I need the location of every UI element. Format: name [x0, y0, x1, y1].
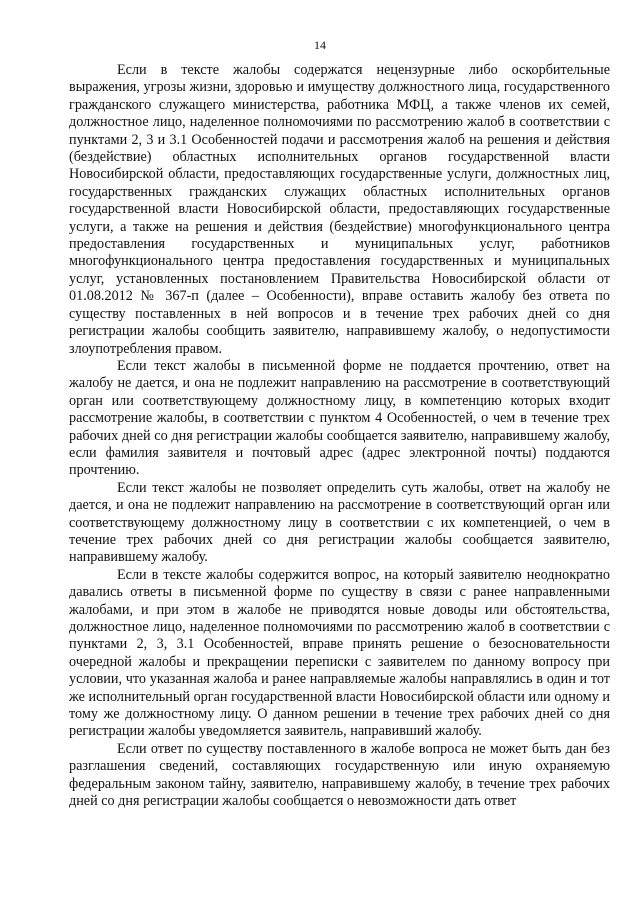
paragraph-state-secret: Если ответ по существу поставленного в жалобе вопроса не может быть дан без разглашения сведений, составляющих государственную или иную охраняемую федеральным законом тайну, заявителю, направившему жалобу, в течение трех рабочих дней со дня регистрации жалобы сообщается о невозможности дать ответ [69, 740, 610, 810]
page-number: 14 [314, 38, 326, 52]
paragraph-repeated-question: Если в тексте жалобы содержится вопрос, на который заявителю неоднократно давались ответы в письменной форме по существу в связи с ранее направленными жалобами, и при этом в жалобе не приводятся новые доводы или обстоятельства, должностное лицо, наделенное полномочиями по рассмотрению жалоб в соответствии с пунктами 2, 3, 3.1 Особенностей, вправе принять решение о безосновательности очередной жалобы и прекращении переписки с заявителем по данному вопросу при условии, что указанная жалоба и ранее направляемые жалобы направлялись в один и тот же исполнительный орган государственной власти Новосибирской области или одному и тому же должностному лицу. О данном решении в течение трех рабочих дней со дня регистрации жалобы уведомляется заявитель, направивший жалобу. [69, 566, 610, 740]
paragraph-undefined-essence: Если текст жалобы не позволяет определить суть жалобы, ответ на жалобу не дается, и она не подлежит направлению на рассмотрение в соответствующий орган или соответствующему должностному лицу в соответствии с их компетенцией, о чем в течение трех рабочих дней со дня регистрации жалобы сообщается заявителю, направившему жалобу. [69, 479, 610, 566]
paragraph-unreadable-text: Если текст жалобы в письменной форме не поддается прочтению, ответ на жалобу не дается, и она не подлежит направлению на рассмотрение в соответствующий орган или соответствующему должностному лицу, в компетенцию которых входит рассмотрение жалобы, в соответствии с пунктом 4 Особенностей, о чем в течение трех рабочих дней со дня регистрации жалобы сообщается заявителю, направившему жалобу, если фамилия заявителя и почтовый адрес (адрес электронной почты) поддаются прочтению. [69, 357, 610, 479]
paragraph-offensive-content: Если в тексте жалобы содержатся нецензурные либо оскорбительные выражения, угрозы жизни, здоровью и имуществу должностного лица, государственного гражданского служащего министерства, работника МФЦ, а также членов их семей, должностное лицо, наделенное полномочиями по рассмотрению жалоб в соответствии с пунктами 2, 3 и 3.1 Особенностей подачи и рассмотрения жалоб на решения и действия (бездействие) областных исполнительных органов государственной власти Новосибирской области, предоставляющих государственные услуги, должностных лиц, государственных гражданских служащих областных исполнительных органов государственной власти Новосибирской области, предоставляющих государственные услуги, а также на решения и действия (бездействие) многофункционального центра предоставления государственных и муниципальных услуг, работников многофункционального центра предоставления государственных и муниципальных услуг, установленных постановлением Правительства Новосибирской области от 01.08.2012 № 367-п (далее – Особенности), вправе оставить жалобу без ответа по существу поставленных в ней вопросов и в течение трех рабочих дней со дня регистрации жалобы сообщить заявителю, направившему жалобу, о недопустимости злоупотребления правом. [69, 62, 610, 357]
document-body [69, 62, 610, 810]
